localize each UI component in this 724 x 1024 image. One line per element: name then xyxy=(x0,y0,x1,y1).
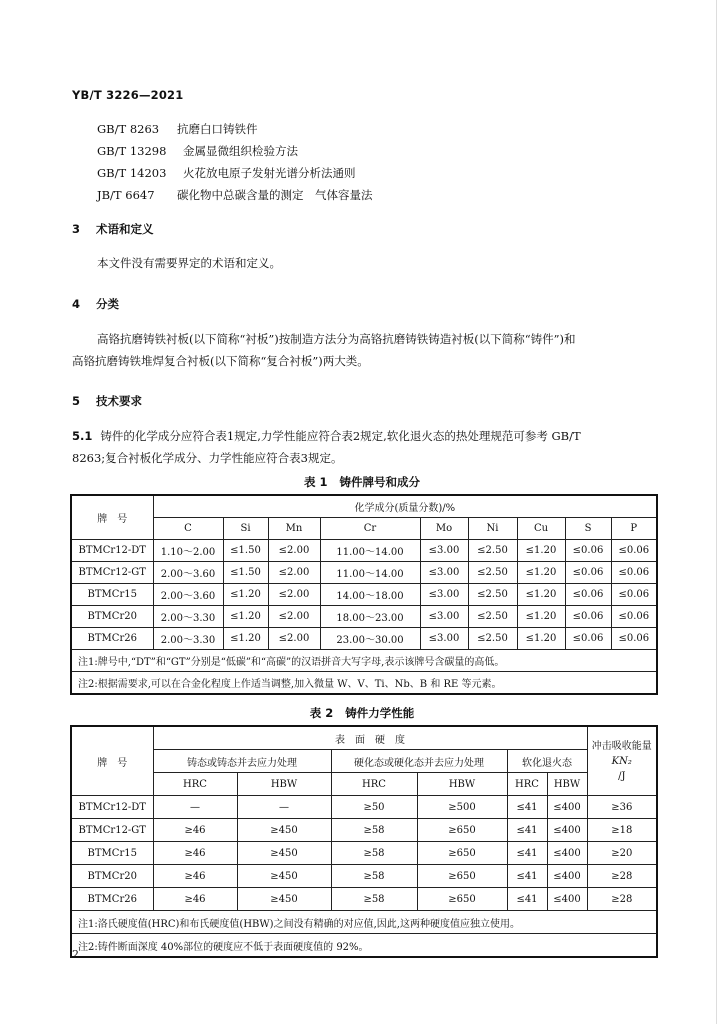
table1-element-header: P xyxy=(611,518,657,540)
table1-grade-header: 牌 号 xyxy=(71,495,153,540)
table-row: BTMCr12-GT 2.00～3.60 ≤1.50 ≤2.00 11.00～14.00 ≤3.00 ≤2.50 ≤1.20 ≤0.06 ≤0.06 xyxy=(71,562,657,584)
reference-item: JB/T 6647 碳化物中总碳含量的测定 气体容量法 xyxy=(97,188,373,202)
table1-caption: 表 1 铸件牌号和成分 xyxy=(303,475,420,489)
table2-state-hardened: 硬化态或硬化态并去应力处理 xyxy=(331,750,507,773)
section-5-1-text-line2: 8263;复合衬板化学成分、力学性能应符合表3规定。 xyxy=(72,451,343,465)
normative-references xyxy=(97,118,373,206)
table2-sub-header: HRC xyxy=(507,773,547,796)
section-4-heading: 4 分类 xyxy=(72,297,119,311)
table-row: BTMCr20 ≥46 ≥450 ≥58 ≥650 ≤41 ≤400 ≥28 xyxy=(71,865,657,888)
table2-grade-header: 牌 号 xyxy=(71,726,153,796)
standard-number: YB/T 3226—2021 xyxy=(72,88,184,102)
table1-element-header: Si xyxy=(223,518,268,540)
table1-element-header: Cr xyxy=(320,518,420,540)
table-row: BTMCr20 2.00～3.30 ≤1.20 ≤2.00 18.00～23.00 ≤3.00 ≤2.50 ≤1.20 ≤0.06 ≤0.06 xyxy=(71,606,657,628)
section-4-text-line2: 高铬抗磨铸铁堆焊复合衬板(以下简称“复合衬板”)两大类。 xyxy=(72,354,369,368)
reference-item: GB/T 13298 金属显微组织检验方法 xyxy=(97,144,298,158)
table-row: BTMCr15 ≥46 ≥450 ≥58 ≥650 ≤41 ≤400 ≥20 xyxy=(71,842,657,865)
table-row: BTMCr26 2.00～3.30 ≤1.20 ≤2.00 23.00～30.00 ≤3.00 ≤2.50 ≤1.20 ≤0.06 ≤0.06 xyxy=(71,628,657,650)
table2-sub-header: HBW xyxy=(547,773,587,796)
table2-note-2: 注2:铸件断面深度 40%部位的硬度应不低于表面硬度值的 92%。 xyxy=(71,934,657,958)
table2-caption: 表 2 铸件力学性能 xyxy=(309,706,415,720)
table2-sub-header: HBW xyxy=(417,773,507,796)
table-row: BTMCr26 ≥46 ≥450 ≥58 ≥650 ≤41 ≤400 ≥28 xyxy=(71,888,657,911)
section-3-heading: 3 术语和定义 xyxy=(72,222,154,236)
section-5-heading: 5 技术要求 xyxy=(72,394,142,408)
reference-item: GB/T 8263 抗磨白口铸铁件 xyxy=(97,122,258,136)
table1-note-2: 注2:根据需要求,可以在合金化程度上作适当调整,加入微量 W、V、Ti、Nb、B 和 RE 等元素。 xyxy=(71,672,657,695)
section-4-text-line1: 高铬抗磨铸铁衬板(以下简称“衬板”)按制造方法分为高铬抗磨铸铁铸造衬板(以下简称“铸件”)和 xyxy=(97,332,576,346)
reference-item: GB/T 14203 火花放电原子发射光谱分析法通则 xyxy=(97,166,356,180)
table2-sub-header: HBW xyxy=(237,773,331,796)
table2-impact-header: 冲击吸收能量 KN₂ /J xyxy=(587,726,657,796)
table-row: BTMCr12-GT ≥46 ≥450 ≥58 ≥650 ≤41 ≤400 ≥18 xyxy=(71,819,657,842)
table-row: BTMCr12-DT 1.10～2.00 ≤1.50 ≤2.00 11.00～14.00 ≤3.00 ≤2.50 ≤1.20 ≤0.06 ≤0.06 xyxy=(71,540,657,562)
table-row: BTMCr15 2.00～3.60 ≤1.20 ≤2.00 14.00～18.00 ≤3.00 ≤2.50 ≤1.20 ≤0.06 ≤0.06 xyxy=(71,584,657,606)
table1-element-header: C xyxy=(153,518,223,540)
page-edge-divider xyxy=(716,0,717,1024)
table2-state-annealed: 软化退火态 xyxy=(507,750,587,773)
section-5-1-text-line1: 5.1 铸件的化学成分应符合表1规定,力学性能应符合表2规定,软化退火态的热处理规范可参考 GB/T xyxy=(72,429,581,443)
table2-hardness-header: 表 面 硬 度 xyxy=(153,726,587,750)
page-number: 2 xyxy=(72,948,79,961)
table1-element-header: Ni xyxy=(468,518,517,540)
table1-element-header: S xyxy=(565,518,611,540)
table2-sub-header: HRC xyxy=(331,773,417,796)
table1-element-header: Cu xyxy=(517,518,565,540)
table1-chemical-composition xyxy=(70,494,658,695)
table-row: BTMCr12-DT — — ≥50 ≥500 ≤41 ≤400 ≥36 xyxy=(71,796,657,819)
table1-element-header: Mo xyxy=(420,518,468,540)
table2-sub-header: HRC xyxy=(153,773,237,796)
table1-note-1: 注1:牌号中,“DT”和“GT”分别是“低碳”和“高碳”的汉语拼音大写字母,表示该牌号含碳量的高低。 xyxy=(71,650,657,672)
table2-note-1: 注1:洛氏硬度值(HRC)和布氏硬度值(HBW)之间没有精确的对应值,因此,这两种硬度值应独立使用。 xyxy=(71,911,657,934)
table2-state-as-cast: 铸态或铸态并去应力处理 xyxy=(153,750,331,773)
table1-composition-header: 化学成分(质量分数)/% xyxy=(153,495,657,518)
table2-mechanical-properties xyxy=(70,725,658,958)
section-3-text: 本文件没有需要界定的术语和定义。 xyxy=(97,256,281,270)
table1-element-header: Mn xyxy=(268,518,320,540)
